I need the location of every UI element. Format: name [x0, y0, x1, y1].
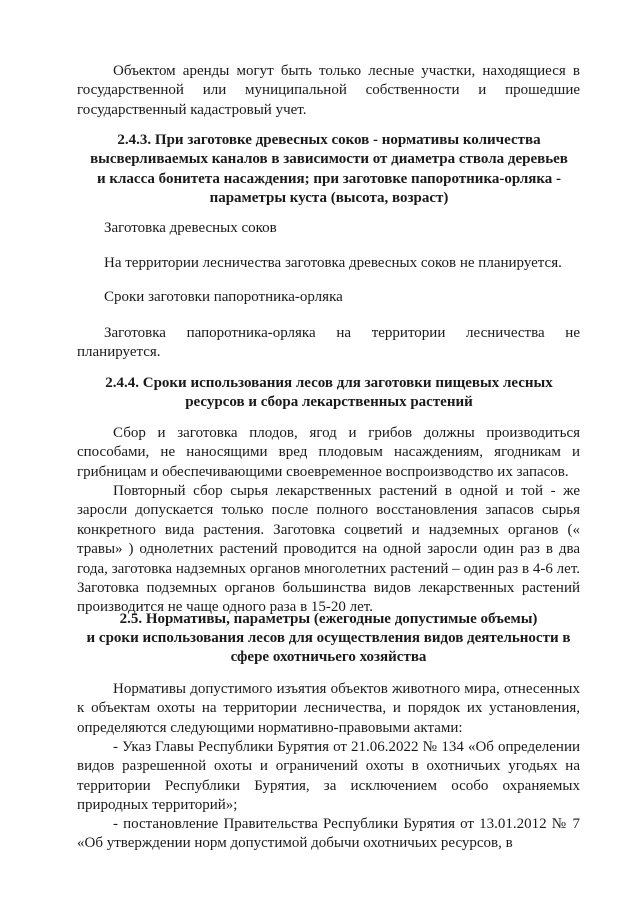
sap-text: На территории лесничества заготовка древесных соков не планируется. — [104, 255, 562, 271]
section-2-5-paragraph-1: Нормативы допустимого изъятия объектов животного мира, отнесенных к объектам охоты на территории лесничества, и порядок их установления, определяются следующими нормативно-правовыми актами: — [77, 681, 580, 736]
intro-paragraph: Объектом аренды могут быть только лесные участки, находящиеся в государственной или муниципальной собственности и прошедшие государственный кадастровый учет. — [77, 63, 580, 118]
sap-title: Заготовка древесных соков — [104, 220, 277, 236]
section-2-4-4-paragraph-2: Повторный сбор сырья лекарственных растений в одной и той - же заросли допускается только после полного восстановления запасов сырья конкретного вида растения. Заготовка соцветий и надземных органов (« травы» ) однолетних растений проводится на одной заросли один раз в два года, заготовка надземных органов многолетних растений – один раз в 4-6 лет. Заготовка подземных органов большинства видов лекарственных растений производится не чаще одного раза в 15-20 лет. — [77, 483, 580, 616]
section-2-4-4-heading: 2.4.4. Сроки использования лесов для заготовки пищевых лесных ресурсов и сбора лекарственных растений — [105, 375, 553, 411]
fern-text: Заготовка папоротника-орляка на территории лесничества не планируется. — [77, 325, 580, 361]
section-2-5-heading-line-2: и сроки использования лесов для осуществления видов деятельности в сфере охотничьего хозяйства — [86, 630, 571, 666]
legal-act-item-1: - Указ Главы Республики Бурятия от 21.06.2022 № 134 «Об определении видов разрешенной охоты и ограничений охоты в охотничьих угодьях на территории Республики Бурятия, за исключением особо охраняемых природных территорий»; — [77, 739, 580, 814]
legal-act-item-2: - постановление Правительства Республики Бурятия от 13.01.2012 № 7 «Об утверждении норм допустимой добычи охотничьих ресурсов, в — [77, 816, 580, 852]
section-2-4-3-heading: 2.4.3. При заготовке древесных соков - нормативы количества высверливаемых каналов в зависимости от диаметра ствола деревьев и класса бонитета насаждения; при заготовке папоротника-орляка - параметры куста (высота, возраст) — [90, 132, 568, 207]
section-2-4-4-paragraph-1: Сбор и заготовка плодов, ягод и грибов должны производиться способами, не наносящими вред плодовым насаждениям, ягодникам и грибницам и обеспечивающими своевременное воспроизводство их запасов. — [77, 425, 580, 480]
section-2-5-heading-line-1: 2.5. Нормативы, параметры (ежегодные допустимые объемы) — [119, 611, 538, 627]
fern-title: Сроки заготовки папоротника-орляка — [104, 289, 343, 305]
